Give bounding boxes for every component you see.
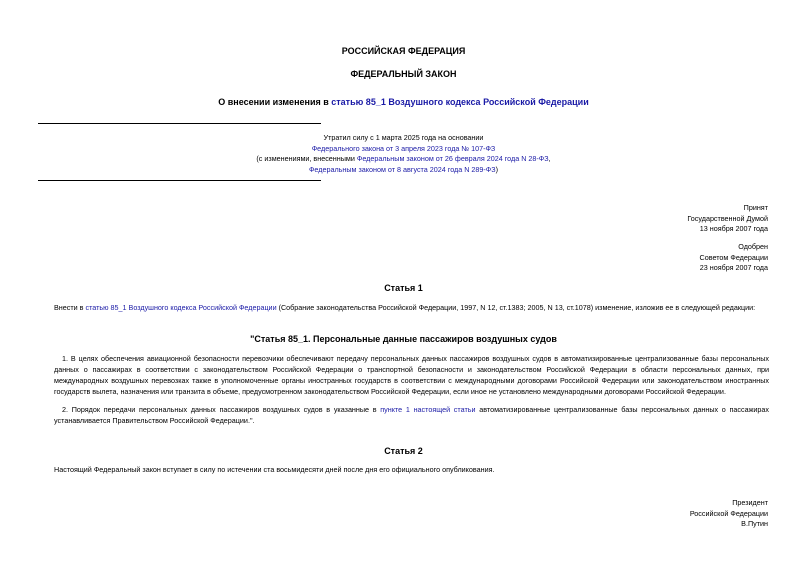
quoted-article-heading: "Статья 85_1. Персональные данные пассажиров воздушных судов (250, 334, 557, 344)
amend-law-link-1[interactable]: Федеральным законом от 26 февраля 2024 года N 28-ФЗ (356, 154, 549, 163)
top-divider (38, 123, 321, 124)
paragraph-2-suffix: автоматизированные централизованные базы персональных данных о пассажирах устанавливается Правительством Российской Федерации.". (54, 405, 769, 425)
quoted-article-paragraph-2 (54, 404, 769, 426)
adopted-block (560, 203, 768, 235)
article-2-text: Настоящий Федеральный закон вступает в силу по истечении ста восьмидесяти дней после дня его официального опубликования. (54, 465, 495, 474)
article-1-intro-prefix: Внести в (54, 303, 86, 312)
approved-line-1: Одобрен (738, 242, 768, 251)
quoted-article-paragraph-1: 1. В целях обеспечения авиационной безопасности перевозчики обеспечивают передачу персональных данных пассажиров воздушных судов в автоматизированные централизованные базы персональных данных о пассажирах в соответствии с законодательством Российской Федерации о транспортной безопасности и законодательством Российской Федерации в области персональных данных, при международных воздушных перевозках также в уполномоченные органы иностранных государств в соответствии с международными договорами Российской Федерации или законодательством иностранных государств вылета, назначения или транзита в объеме, предусмотренном законодательством Российской Федерации, если иное не установлено международными договорами Российской Федерации. (54, 354, 769, 396)
signature-line-2: Российской Федерации (689, 508, 768, 518)
article-2-heading: Статья 2 (384, 446, 423, 456)
adopted-line-1: Принят (743, 203, 768, 212)
status-block (0, 133, 807, 175)
status-line-3-prefix: (с изменениями, внесенными (256, 154, 357, 163)
status-line-4-suffix: ) (495, 164, 499, 174)
signature-line-3: В.Путин (741, 519, 768, 528)
signature-line-1: Президент (732, 498, 768, 507)
signature-block (560, 498, 768, 530)
status-line-1: Утратил силу с 1 марта 2025 года на основании (323, 133, 484, 142)
article-1-intro (54, 303, 769, 314)
approved-block (560, 242, 768, 274)
article-1-heading: Статья 1 (384, 283, 423, 293)
law-title (0, 97, 807, 107)
approved-line-3: 23 ноября 2007 года (699, 263, 768, 272)
country-title: РОССИЙСКАЯ ФЕДЕРАЦИЯ (341, 46, 466, 56)
repeal-law-link[interactable]: Федерального закона от 3 апреля 2023 года № 107-ФЗ (311, 143, 496, 153)
amend-law-link-2[interactable]: Федеральным законом от 8 августа 2024 года N 289-ФЗ (308, 164, 496, 174)
bottom-divider (38, 180, 321, 181)
law-type-title: ФЕДЕРАЛЬНЫЙ ЗАКОН (350, 69, 457, 79)
status-line-4 (0, 165, 807, 176)
adopted-line-2: Государственной Думой (687, 213, 768, 223)
law-title-prefix: О внесении изменения в (218, 97, 332, 107)
air-code-article-link[interactable]: статью 85_1 Воздушного кодекса Российской Федерации (85, 303, 277, 312)
status-line-2 (0, 144, 807, 155)
status-line-3 (0, 154, 807, 165)
paragraph-2-prefix: 2. Порядок передачи персональных данных пассажиров воздушных судов в указанные в (62, 405, 381, 414)
approved-line-2: Советом Федерации (699, 252, 768, 262)
status-line-3-suffix: , (548, 154, 551, 163)
article-1-intro-suffix: (Собрание законодательства Российской Федерации, 1997, N 12, ст.1383; 2005, N 13, ст.1078) изменение, изложив ее в следующей редакции: (276, 303, 756, 312)
law-title-link[interactable]: статью 85_1 Воздушного кодекса Российской Федерации (331, 97, 589, 107)
adopted-line-3: 13 ноября 2007 года (699, 224, 768, 233)
paragraph-1-link[interactable]: пункте 1 настоящей статьи (380, 405, 476, 414)
